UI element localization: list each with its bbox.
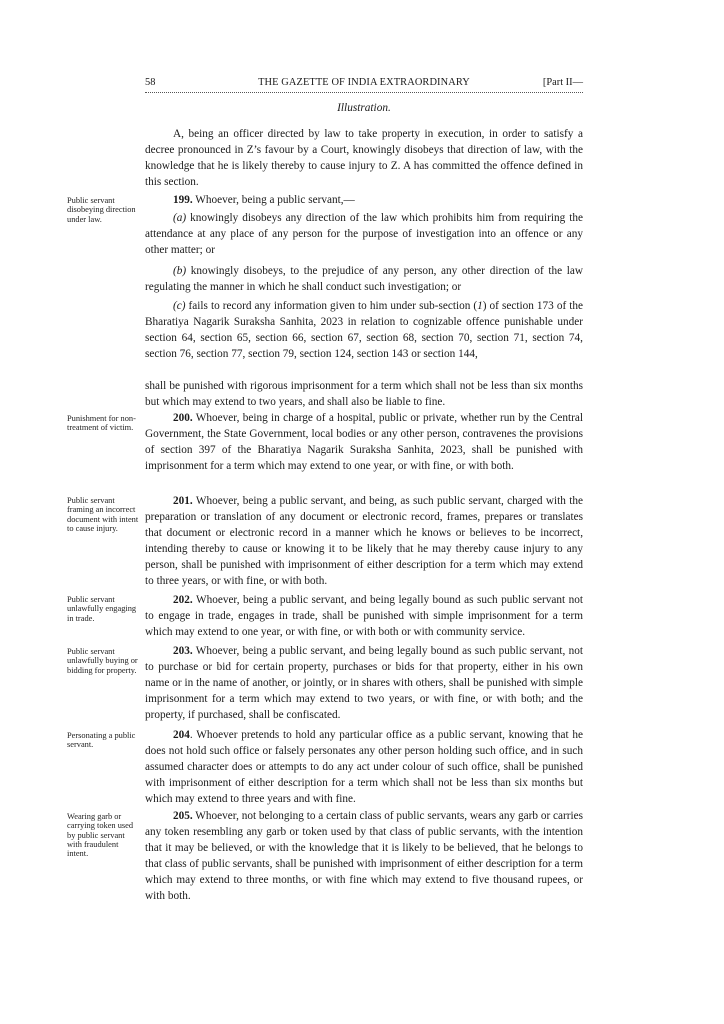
margin-note-201: Public servant framing an incorrect document with intent to cause injury. [67,496,139,533]
section-201 [145,493,583,590]
illustration-text: A, being an officer directed by law to take property in execution, in order to satisfy a decree pronounced in Z’s favour by a Court, knowingly disobeys that direction of law, with the knowledge that he is likely thereby to cause injury to Z. A has committed the offence defined in this section. [145,128,583,189]
section-204-text: . Whoever pretends to hold any particular office as a public servant, knowing that he does not hold such office or falsely personates any other person holding such office, and in such assumed character does or attempts to do any act under colour of such office, shall be punished with imprisonment of either description for a term which shall not be less than six months but which may extend to three years and with fine. [145,729,583,806]
section-203 [145,643,583,723]
gazette-title: THE GAZETTE OF INDIA EXTRAORDINARY [258,77,470,88]
section-199-clause-a-block [145,210,583,258]
clause-b-text: knowingly disobeys, to the prejudice of any person, any other direction of the law regulating the manner in which he shall conduct such investigation; or [145,265,583,294]
clause-a-label: (a) [173,212,187,224]
section-199 [145,192,583,208]
section-205-text-block [145,808,583,905]
section-202-text-block [145,592,583,640]
section-200-text-block [145,410,583,474]
section-199-punishment: shall be punished with rigorous imprisonment for a term which shall not be less than six months but which may extend to two years, and shall also be liable to fine. [145,380,583,409]
section-203-text-block [145,643,583,723]
clause-a-text: knowingly disobeys any direction of the law which prohibits him from requiring the attendance at any place of any person for the purpose of investigation into an offence or any other matter; or [145,212,583,257]
section-200-number: 200. [173,412,193,424]
section-199-intro [145,192,583,208]
section-203-number: 203. [173,645,193,657]
part-label: [Part II— [542,77,583,88]
clause-b-label: (b) [173,265,187,277]
section-204-text-block [145,727,583,807]
section-205-text: Whoever, not belonging to a certain class of public servants, wears any garb or carries any token resembling any garb or token used by that class of public servants, with the intention that it may be believed, or with the knowledge that it is likely to be believed, that he belongs to that class of public servants, shall be punished with imprisonment of either description for a term which may extend to three months, or with fine which may extend to five thousand rupees, or with both. [145,810,583,903]
section-204-number: 204 [173,729,190,741]
section-199-intro-text: Whoever, being a public servant,— [192,194,355,206]
section-199-punishment-block [145,378,583,410]
margin-note-200: Punishment for non-treatment of victim. [67,414,136,433]
margin-note-205: Wearing garb or carrying token used by public servant with fraudulent intent. [67,812,134,859]
section-200 [145,410,583,474]
clause-c-subsection-number: 1 [477,300,483,312]
section-203-text: Whoever, being a public servant, and being legally bound as such public servant, not to purchase or bid for certain property, purchases or bids for that property, either in his own name or in the name of another, or jointly, or in shares with others, shall be punished with simple imprisonment for a term which may extend to two years, or with fine, or with both; and the property, if purchased, shall be confiscated. [145,645,583,722]
clause-c-text-pre: fails to record any information given to him under sub-section ( [185,300,478,312]
section-199-clause-b-block [145,263,583,295]
section-205 [145,808,583,905]
clause-c-text-post: ) of section 173 of the Bharatiya Nagarik Suraksha Sanhita, 2023 in relation to cognizable offence punishable under section 64, section 65, section 66, section 67, section 68, section 70, section 71, section 74, section 76, section 77, section 79, section 124, section 143 or section 144, [145,300,583,361]
section-199-number: 199. [173,194,193,206]
section-202-number: 202. [173,594,193,606]
section-201-text: Whoever, being a public servant, and being, as such public servant, charged with the preparation or translation of any document or electronic record, frames, prepares or translates that document or electronic record in a manner which he knows or believes to be incorrect, intending thereby to cause or knowing it to be likely that he may thereby cause injury to any person, shall be punished with imprisonment of either description for a term which may extend to three years, or with fine, or with both. [145,495,583,588]
section-201-text-block [145,493,583,590]
clause-c-label: (c) [173,300,186,312]
section-205-number: 205. [173,810,193,822]
illustration-text-block [145,126,583,190]
section-199-clause-b [145,263,583,295]
section-202 [145,592,583,640]
margin-note-202: Public servant unlawfully engaging in trade. [67,595,137,623]
margin-note-204: Personating a public servant. [67,731,136,750]
section-199-clause-a [145,210,583,258]
section-199-clause-c [145,298,583,362]
section-200-text: Whoever, being in charge of a hospital, public or private, whether run by the Central Government, the State Government, local bodies or any other person, contravenes the provisions of section 397 of the Bharatiya Nagarik Suraksha Sanhita, 2023, shall be punished with imprisonment for a term which may extend to one year, or with fine, or with both. [145,412,583,473]
page-number: 58 [145,77,156,88]
margin-note-203: Public servant unlawfully buying or bidding for property. [67,647,138,675]
section-202-text: Whoever, being a public servant, and being legally bound as such public servant not to engage in trade, engages in trade, shall be punished with simple imprisonment for a term which may extend to one year, or with fine, or with both or with community service. [145,594,583,639]
section-204 [145,727,583,807]
page-header [145,77,583,91]
section-199-clause-c-block [145,298,583,362]
illustration-heading: Illustration. [337,102,391,114]
margin-note-199: Public servant disobeying direction under law. [67,196,136,224]
header-rule [145,92,583,93]
section-201-number: 201. [173,495,193,507]
